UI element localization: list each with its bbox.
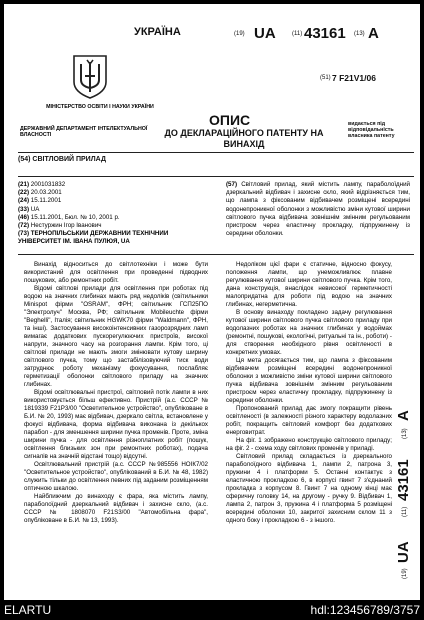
- paragraph: Недоліком цієї фари є статичне, відносно фокусу, положення лампи, що унеможливлює плавне регулювання кутової ширини світлового пучка. Крім того, дана конструкція, внаслідок невисокої герметичності малопридатна для роботи під водою на значних глибинах, негерметична.: [226, 261, 392, 308]
- paragraph: Відомі світлові прилади для освітлення при роботах під водою на значних глибинах мають ряд недоліків (світильники Minispot фірми "OSRAM", ФРН; світильник ГСП25ПО "Электролуч" Москва, РФ; світильник Mobileuchte фірми "Beghelli", Італія; світильник HGWK70 фірми "Waldmann", ФРН, та інші). Застосування високоінтенсивних газорозрядних ламп вимагає додаткових пускорегулюючих пристроїв, високої напруги, значного часу на розгорання лампи. Крім того, ці світлові прилади не мають змоги змінювати кутову ширину світлового пучка, тому що застабілізовуючий тиск води затруднює роботу механізму фокусування, послабляє герметизації оболонки світлового приладу на значних глибинах.: [24, 285, 208, 388]
- viewer-footer: [0, 600, 424, 620]
- country-name: УКРАЇНА: [134, 26, 181, 38]
- ipc-class: 7 F21V1/06: [332, 73, 376, 83]
- code-13: (13): [354, 31, 365, 37]
- paragraph: Світловий прилад складається із дзеркального параболоїдного відбивача 1, лампи 2, патрона 3, пружини 4 і платформи 5. Останні контактує з еластичною прокладкою 6, в корпусі гвинт 7 з'єднаний прокладка з корпусом 8. Гвинт 7 на одному кінці має сферичну головку 14, на другому - ручку 9. Відбивач 1, лампа 2, патрон 3, пружина 4 і платформа 5 розміщені всередині оболонки 10, закритої захисним склом 11 з одного боку і прокладкою 6 - з іншого.: [226, 453, 392, 524]
- invention-name: СВІТЛОВИЙ ПРИЛАД: [32, 156, 106, 163]
- abstract: [226, 181, 410, 238]
- biblio-row: (72) Нестуржин Ігор Іванович: [18, 222, 102, 230]
- code-11: (11): [292, 31, 303, 37]
- paragraph: Пропонований прилад дає змогу покращити рівень освітленості (в залежності різного характеру водолазних робіт, покращить світловий комфорт без додаткових енерговитрат.: [226, 405, 392, 436]
- code-57: (57): [226, 181, 238, 188]
- paragraph: Відомі освітлювальні пристрої, світловий потік лампи в них використовується більш ефективно. Пристрій (а.с. СССР № 1819339 F21P3/00 "Осветительное устройство", опубліковане в Б.И. № 20, 1993) має відбивач, дзеркало світла, встановлене у фокусі відбивача, форма відбивача виконана із декількох парабол - для зменшення ширини пучка променів. Проте, зміна ширини пучка - для освітлення різноплатних робіт (пошук, освітлення близьких зон при ремонтних роботах), подача сигналів на значній відстані тощо) відсутні.: [24, 389, 208, 460]
- paragraph: Найближчим до винаходу є фара, яка містить лампу, параболоїдний дзеркальний відбивач і захисне скло, (а.с. СССР № 1808070 F21S3/00 "Автомобільна фара", опубліковане в Б.И. № 13, 1993).: [24, 493, 208, 524]
- patent-number: 43161: [304, 25, 346, 42]
- kind-code: A: [368, 25, 379, 42]
- vertical-patent-number: 43161: [395, 459, 412, 501]
- biblio-row: (24) 15.11.2001: [18, 197, 62, 205]
- trident-emblem-icon: [70, 54, 110, 100]
- biblio-row: (22) 20.03.2001: [18, 189, 62, 197]
- biblio-row: (73) ТЕРНОПІЛЬСЬКИЙ ДЕРЖАВНИЙ ТЕХНІЧНИЙ УНІВЕРСИТЕТ ІМ. ІВАНА ПУЛЮЯ, UA: [18, 230, 169, 246]
- paragraph: Ця мета досягається тим, що лампа з фіксованим відбивачем розміщені всередині водонепроникної оболонки з можливістю зміни кутової ширини світлового пучка відбивача зовнішнім змінним регульованим пристроєм через еластичну прокладку, підпружинену із середини оболонки.: [226, 357, 392, 404]
- code-54: (54): [18, 156, 31, 163]
- vertical-kind-code: A: [395, 410, 412, 421]
- ministry-name: МІНІСТЕРСТВО ОСВІТИ І НАУКИ УКРАЇНИ: [46, 104, 154, 110]
- vertical-patent-label: [384, 334, 414, 584]
- biblio-row: (46) 15.11.2001, Бюл. № 10, 2001 р.: [18, 213, 120, 221]
- document-title: ОПИС: [209, 112, 251, 128]
- repository-name: ELARTU: [4, 603, 52, 617]
- abstract-text: Світловий прилад, який містить лампу, параболоїдний дзеркальний відбивач і захисне скло, який відрізняється тим, що лампа з фіксованим відбивачем розміщені всередині водонепроникної оболонки з можливістю зміни кутової ширини світлового пучка відбивача зовнішнім змінним регульованим пристроєм через еластичну прокладку, підпружинену із середини оболонки.: [226, 181, 410, 238]
- country-code: UA: [254, 25, 276, 42]
- code-19: (19): [234, 31, 245, 37]
- bibliographic-data: [18, 181, 206, 247]
- biblio-row: (33) UA: [18, 205, 40, 213]
- document-subtitle: ДО ДЕКЛАРАЦІЙНОГО ПАТЕНТУ НА ВИНАХІД: [164, 128, 324, 149]
- vertical-country-code: UA: [395, 541, 412, 563]
- biblio-row: (21) 2001031832: [18, 181, 66, 188]
- responsibility-note: видається під відповідальність власника патенту: [348, 121, 395, 139]
- invention-title: [18, 156, 106, 163]
- code-51: (51): [320, 75, 331, 81]
- divider: [18, 152, 414, 153]
- paragraph: На фіг. 1 зображено конструкцію світлового приладу; на фіг. 2 - схема ходу світлових променів у приладі.: [226, 437, 392, 452]
- handle-link[interactable]: hdl:123456789/3757: [310, 603, 420, 617]
- patent-page: [4, 4, 420, 600]
- description-left-column: [24, 261, 208, 525]
- paragraph: В основу винаходу покладено задачу регулювання кутової ширини світлового пучка світлового приладу при водолазних роботах на значних глибинах у водоймах (ремонтні, пошукові, екологічні, ритуальні та ін., роботи) - для створення необхідного рівня освітленості в конкретних умовах.: [226, 309, 392, 356]
- divider: [18, 254, 414, 255]
- paragraph: Винахід відноситься до світлотехніки і може бути використаний для освітлення при проведенні підводних пошукових, або ремонтних робіт.: [24, 261, 208, 284]
- vertical-code-19: (19): [402, 568, 408, 579]
- divider: [18, 176, 414, 177]
- description-right-column: [226, 261, 392, 525]
- vertical-code-11: (11): [402, 506, 408, 517]
- department-name: ДЕРЖАВНИЙ ДЕПАРТАМЕНТ ІНТЕЛЕКТУАЛЬНОЇ ВЛАСНОСТІ: [20, 126, 148, 138]
- vertical-code-13: (13): [402, 428, 408, 439]
- paragraph: Освітлювальний пристрій (а.с. СССР №985556 НОІК7/02 "Осветительное устройство", опублікований в Б.И. № 48, 1982) служить тільки до освітлення певних під заданим розміщенням оптичною шкалою.: [24, 461, 208, 492]
